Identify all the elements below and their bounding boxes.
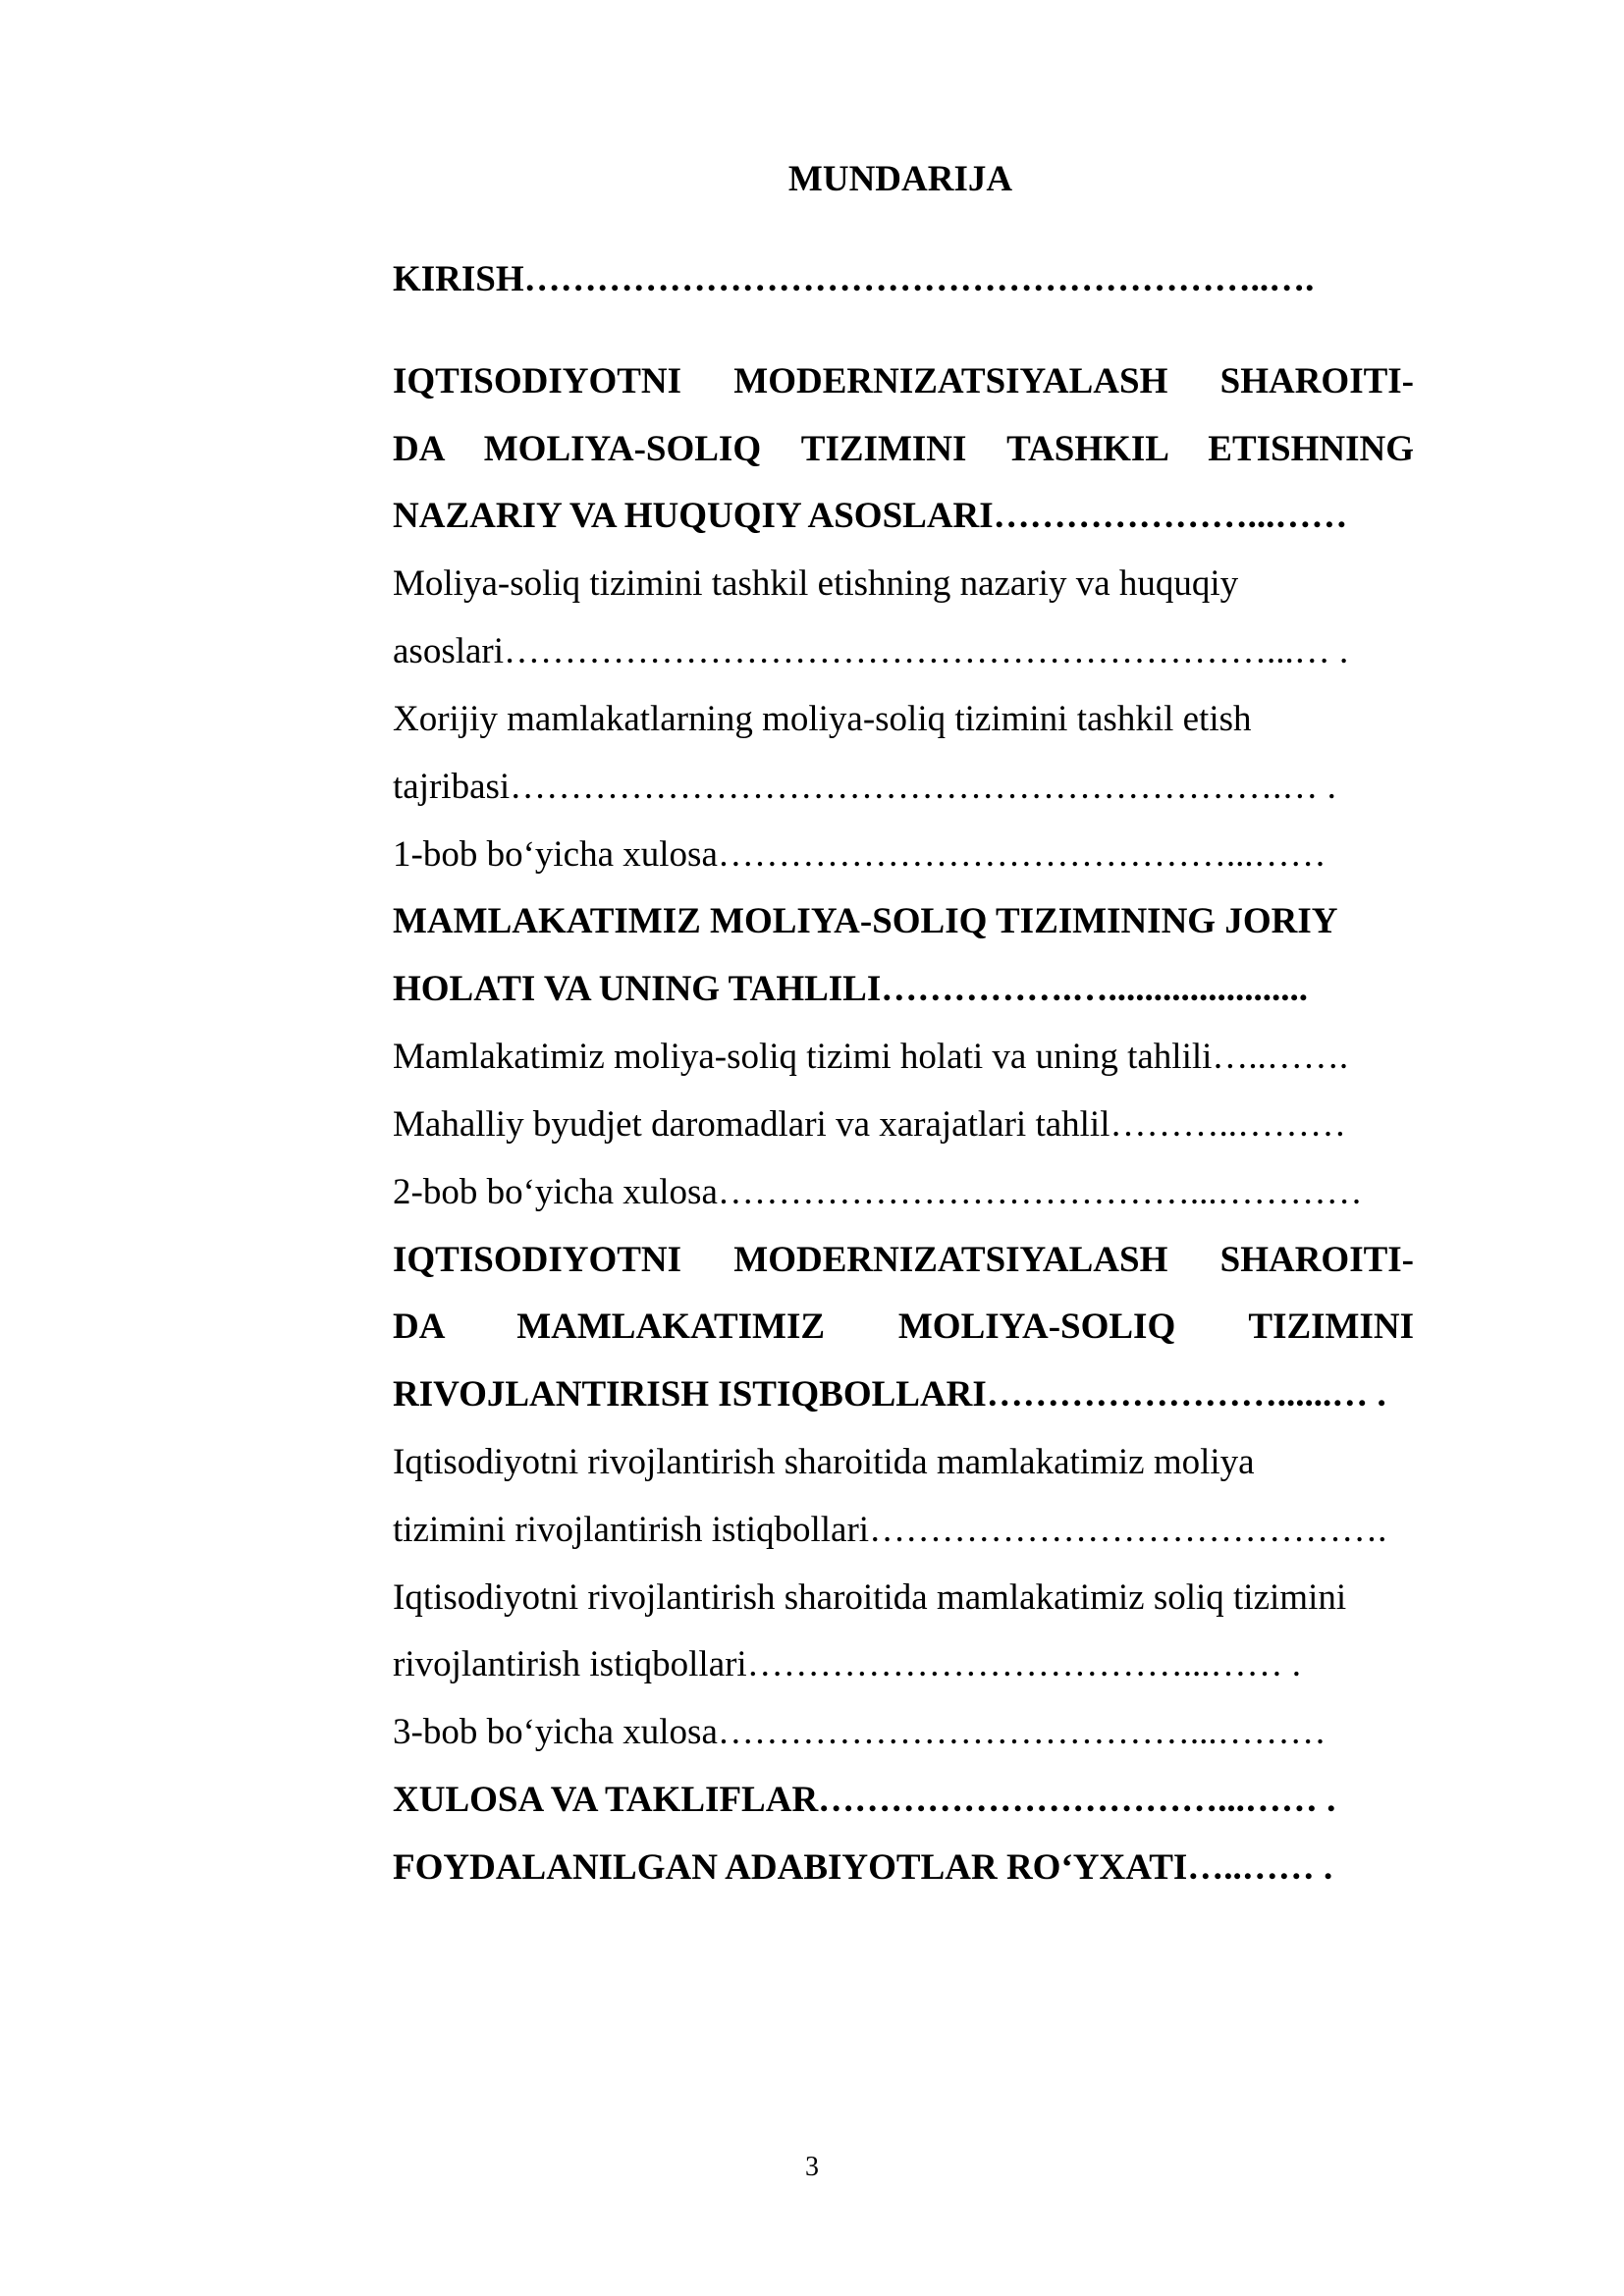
section-title-line: Iqtisodiyotni rivojlantirish sharoitida mamlakatimiz moliya <box>393 1442 1255 1482</box>
chapter-title-line: IQTISODIYOTNI MODERNIZATSIYALASH SHAROITI- <box>393 1240 1414 1280</box>
chapter-title-line: NAZARIY VA HUQUQIY ASOSLARI…………………...…… <box>393 496 1348 536</box>
section-title-line: tajribasi……………………………………………………….… . <box>393 767 1336 807</box>
footer-page-number: 3 <box>805 2152 819 2182</box>
section-title-line: asoslari………………………………………………………...… . <box>393 631 1349 671</box>
entry-text: FOYDALANILGAN ADABIYOTLAR RO‘YXATI…..…… . <box>393 1847 1333 1888</box>
section-title-line: Mamlakatimiz moliya-soliq tizimi holati va uning tahlili…..……. <box>393 1037 1349 1077</box>
entry-text: 2-bob bo‘yicha xulosa…………………………………...………… <box>393 1172 1363 1212</box>
chapter-title-line: RIVOJLANTIRISH ISTIQBOLLARI……………………......… . <box>393 1374 1386 1415</box>
section-title-line: Xorijiy mamlakatlarning moliya-soliq tizimini tashkil etish <box>393 699 1252 739</box>
section-title-line: Iqtisodiyotni rivojlantirish sharoitida mamlakatimiz soliq tizimini <box>393 1577 1347 1618</box>
chapter-title-line: IQTISODIYOTNI MODERNIZATSIYALASH SHAROITI- <box>393 361 1414 401</box>
section-title-line: Moliya-soliq tizimini tashkil etishning nazariy va huquqiy <box>393 563 1239 604</box>
entry-text: 1-bob bo‘yicha xulosa……………………………………...…… <box>393 834 1326 875</box>
chapter-title-line: DA MOLIYA-SOLIQ TIZIMINI TASHKIL ETISHNING <box>393 429 1414 469</box>
entry-text: XULOSA VA TAKLIFLAR……………………………...…… . <box>393 1780 1336 1820</box>
entry-text: KIRISH……………………………………………………..…. <box>393 259 1315 299</box>
entry-text: 3-bob bo‘yicha xulosa…………………………………...……… <box>393 1712 1326 1752</box>
chapter-title-line: MAMLAKATIMIZ MOLIYA-SOLIQ TIZIMINING JORIY <box>393 901 1338 941</box>
section-title-line: tizimini rivojlantirish istiqbollari……………………………………. <box>393 1510 1387 1550</box>
toc-title: MUNDARIJA <box>787 159 1013 199</box>
section-title-line: Mahalliy byudjet daromadlari va xarajatlari tahlil………..……… <box>393 1104 1346 1145</box>
chapter-title-line: HOLATI VA UNING TAHLILI…………….…...................... <box>393 969 1309 1009</box>
section-title-line: rivojlantirish istiqbollari………………………………...…… . <box>393 1644 1301 1684</box>
chapter-title-line: DA MAMLAKATIMIZ MOLIYA-SOLIQ TIZIMINI <box>393 1307 1414 1347</box>
